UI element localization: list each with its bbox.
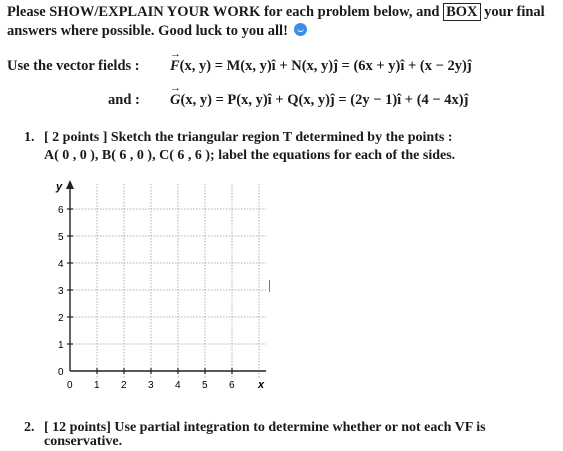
problem-2-number: 2. — [24, 420, 35, 435]
x-axis-label: x — [258, 379, 265, 391]
x-tick-label-6: 6 — [229, 380, 235, 391]
vector-field-G — [170, 92, 468, 109]
and-label: and : — [108, 92, 140, 108]
G-definition: (x, y) = P(x, y)î + Q(x, y)ĵ = (2y − 1)î + (4 − 4x)ĵ — [180, 92, 469, 108]
y-tick-label-0: 0 — [58, 367, 64, 378]
box-word: BOX — [443, 3, 480, 21]
x-tick-label-2: 2 — [121, 380, 127, 391]
coordinate-grid[interactable] — [44, 172, 284, 400]
problem-2-text-b: conservative. — [44, 434, 123, 449]
x-tick-label-4: 4 — [175, 380, 181, 391]
F-vector-symbol: → F — [170, 58, 180, 75]
y-tick-label-1: 1 — [58, 340, 64, 351]
smiley-icon — [294, 23, 307, 36]
problem-1-text-a: [ 2 points ] Sketch the triangular region T determined by the points : — [44, 130, 453, 145]
y-axis-label: y — [56, 181, 63, 193]
problem-1-text-b: A( 0 , 0 ), B( 6 , 0 ), C( 6 , 6 ); label the equations for each of the sides. — [44, 148, 456, 163]
x-tick-label-0: 0 — [67, 380, 73, 391]
y-tick-label-3: 3 — [58, 286, 64, 297]
G-vector-symbol: → G — [170, 92, 180, 109]
text-cursor — [269, 280, 270, 292]
F-definition: (x, y) = M(x, y)î + N(x, y)ĵ = (6x + y)î + (x − 2y)ĵ — [179, 58, 472, 74]
problem-2-text-a: [ 12 points] Use partial integration to determine whether or not each VF is — [44, 420, 486, 435]
instructions-text-a: Please SHOW/EXPLAIN YOUR WORK for each problem below, and — [7, 4, 444, 20]
instructions-text-b: your final — [480, 4, 545, 20]
instructions-line-1 — [7, 4, 545, 21]
x-tick-label-1: 1 — [94, 380, 100, 391]
y-tick-label-5: 5 — [58, 232, 64, 243]
grid-lines — [70, 184, 266, 378]
problem-1-number: 1. — [24, 130, 35, 145]
y-tick-label-6: 6 — [58, 205, 64, 216]
vector-field-F — [170, 58, 472, 75]
y-tick-label-4: 4 — [58, 259, 64, 270]
instructions-line-2 — [7, 23, 307, 40]
x-tick-label-3: 3 — [148, 380, 154, 391]
good-luck-text: answers where possible. Good luck to you all! — [7, 23, 288, 39]
x-tick-label-5: 5 — [202, 380, 208, 391]
y-tick-label-2: 2 — [58, 313, 64, 324]
vector-fields-intro: Use the vector fields : — [7, 58, 140, 74]
y-axis-arrow-icon — [66, 180, 74, 189]
